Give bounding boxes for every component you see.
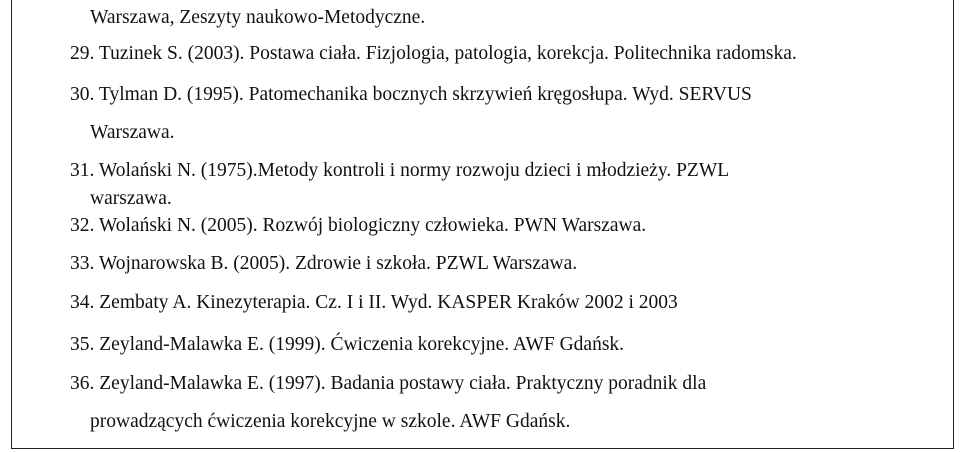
reference-line: 34. Zembaty A. Kinezyterapia. Cz. I i II. Wyd. KASPER Kraków 2002 i 2003 xyxy=(70,292,678,313)
reference-line: Warszawa. xyxy=(90,122,175,143)
reference-line: prowadzących ćwiczenia korekcyjne w szkole. AWF Gdańsk. xyxy=(90,411,571,432)
reference-line: 31. Wolański N. (1975).Metody kontroli i normy rozwoju dzieci i młodzieży. PZWL xyxy=(70,160,730,181)
reference-line: 30. Tylman D. (1995). Patomechanika bocznych skrzywień kręgosłupa. Wyd. SERVUS xyxy=(70,84,752,105)
reference-line: Warszawa, Zeszyty naukowo-Metodyczne. xyxy=(90,7,426,28)
reference-line: 36. Zeyland-Malawka E. (1997). Badania postawy ciała. Praktyczny poradnik dla xyxy=(70,373,707,394)
reference-line: 35. Zeyland-Malawka E. (1999). Ćwiczenia korekcyjne. AWF Gdańsk. xyxy=(70,334,625,355)
reference-line: 32. Wolański N. (2005). Rozwój biologiczny człowieka. PWN Warszawa. xyxy=(70,215,647,236)
reference-line: 29. Tuzinek S. (2003). Postawa ciała. Fizjologia, patologia, korekcja. Politechnika radomska. xyxy=(70,43,797,64)
reference-line: warszawa. xyxy=(90,188,172,209)
reference-line: 33. Wojnarowska B. (2005). Zdrowie i szkoła. PZWL Warszawa. xyxy=(70,253,578,274)
